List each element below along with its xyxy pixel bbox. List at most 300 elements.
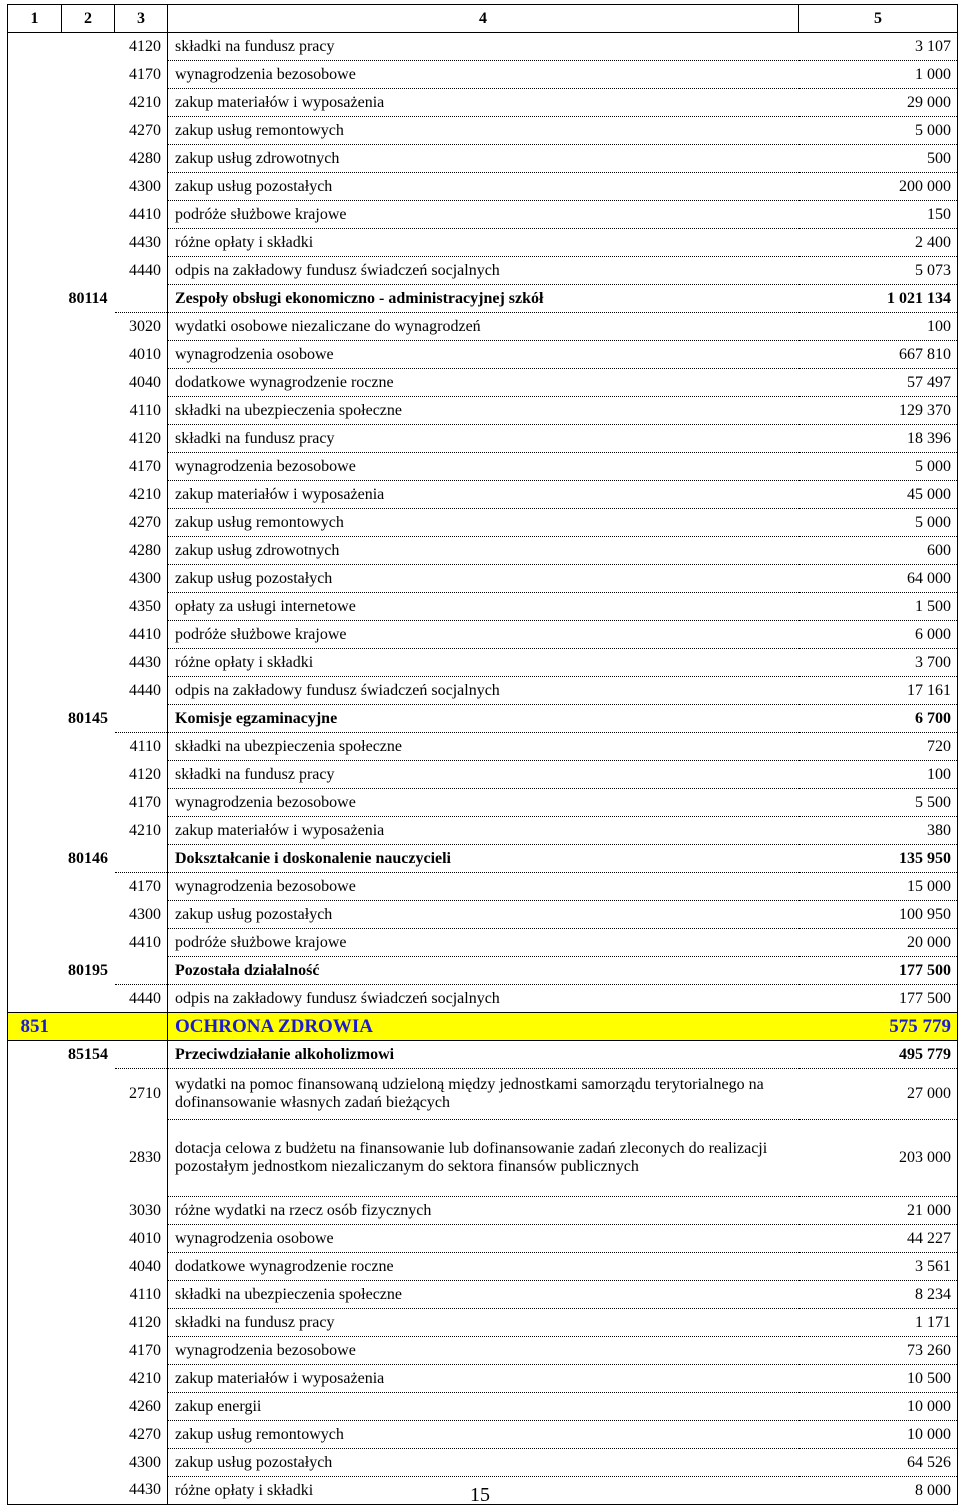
paragraph-cell: 4300 [115, 901, 168, 929]
table-row [8, 789, 958, 817]
amount-cell: 15 000 [799, 873, 958, 901]
paragraph-cell [115, 845, 168, 873]
page-number: 15 [470, 1484, 490, 1506]
description-cell: wynagrodzenia bezosobowe [168, 789, 799, 817]
paragraph-cell: 4170 [115, 61, 168, 89]
section-cell [8, 985, 62, 1013]
amount-cell: 200 000 [799, 173, 958, 201]
table-row [8, 257, 958, 285]
table-header [8, 5, 958, 33]
section-cell [8, 1225, 62, 1253]
paragraph-cell: 4040 [115, 1253, 168, 1281]
paragraph-cell: 4210 [115, 1365, 168, 1393]
budget-table [7, 4, 958, 1505]
amount-cell: 8 000 [799, 1477, 958, 1505]
chapter-cell [62, 901, 115, 929]
section-cell [8, 621, 62, 649]
chapter-cell [62, 1013, 115, 1041]
paragraph-cell: 4280 [115, 145, 168, 173]
description-cell: wydatki na pomoc finansowaną udzieloną między jednostkami samorządu terytorialnego na dofinansowanie własnych zadań bieżących [168, 1069, 799, 1120]
section-cell [8, 117, 62, 145]
chapter-cell [62, 201, 115, 229]
table-row [8, 33, 958, 61]
table-row [8, 1365, 958, 1393]
description-cell: wynagrodzenia bezosobowe [168, 873, 799, 901]
section-cell [8, 33, 62, 61]
amount-cell: 64 000 [799, 565, 958, 593]
paragraph-cell: 4260 [115, 1393, 168, 1421]
paragraph-cell: 4410 [115, 929, 168, 957]
amount-cell: 8 234 [799, 1281, 958, 1309]
description-cell: zakup usług pozostałych [168, 173, 799, 201]
section-cell [8, 1309, 62, 1337]
amount-cell: 150 [799, 201, 958, 229]
amount-cell: 5 000 [799, 117, 958, 145]
description-cell: odpis na zakładowy fundusz świadczeń socjalnych [168, 677, 799, 705]
chapter-row [8, 1041, 958, 1069]
paragraph-cell: 2830 [115, 1120, 168, 1197]
chapter-cell [62, 817, 115, 845]
description-cell: składki na fundusz pracy [168, 33, 799, 61]
chapter-row [8, 705, 958, 733]
table-row [8, 565, 958, 593]
section-cell [8, 1253, 62, 1281]
paragraph-cell: 4270 [115, 117, 168, 145]
description-cell: Przeciwdziałanie alkoholizmowi [168, 1041, 799, 1069]
paragraph-cell: 4280 [115, 537, 168, 565]
section-cell [8, 929, 62, 957]
description-cell: Pozostała działalność [168, 957, 799, 985]
amount-cell: 600 [799, 537, 958, 565]
amount-cell: 1 500 [799, 593, 958, 621]
paragraph-cell: 4120 [115, 761, 168, 789]
chapter-cell [62, 117, 115, 145]
table-row [8, 369, 958, 397]
chapter-cell [62, 733, 115, 761]
section-cell [8, 565, 62, 593]
amount-cell: 10 500 [799, 1365, 958, 1393]
table-row [8, 873, 958, 901]
section-cell [8, 369, 62, 397]
chapter-cell [62, 425, 115, 453]
chapter-cell [62, 481, 115, 509]
chapter-cell [62, 173, 115, 201]
amount-cell: 45 000 [799, 481, 958, 509]
description-cell: różne wydatki na rzecz osób fizycznych [168, 1197, 799, 1225]
section-cell [8, 1421, 62, 1449]
amount-cell: 3 561 [799, 1253, 958, 1281]
table-row [8, 145, 958, 173]
amount-cell: 1 000 [799, 61, 958, 89]
section-cell [8, 733, 62, 761]
header-col-1: 1 [8, 5, 62, 33]
amount-cell: 29 000 [799, 89, 958, 117]
paragraph-cell [115, 1013, 168, 1041]
description-cell: dotacja celowa z budżetu na finansowanie lub dofinansowanie zadań zleconych do realizacji pozostałym jednostkom niezaliczanym do sektora finansów publicznych [168, 1120, 799, 1197]
section-cell [8, 145, 62, 173]
table-row [8, 901, 958, 929]
description-cell: Zespoły obsługi ekonomiczno - administracyjnej szkół [168, 285, 799, 313]
amount-cell: 64 526 [799, 1449, 958, 1477]
paragraph-cell: 4300 [115, 565, 168, 593]
table-row [8, 425, 958, 453]
table-row [8, 61, 958, 89]
table-row [8, 1309, 958, 1337]
paragraph-cell: 4440 [115, 985, 168, 1013]
chapter-cell [62, 1225, 115, 1253]
paragraph-cell: 4270 [115, 1421, 168, 1449]
amount-cell: 495 779 [799, 1041, 958, 1069]
description-cell: składki na ubezpieczenia społeczne [168, 733, 799, 761]
description-cell: zakup materiałów i wyposażenia [168, 1365, 799, 1393]
section-cell [8, 817, 62, 845]
paragraph-cell: 4010 [115, 1225, 168, 1253]
description-cell: odpis na zakładowy fundusz świadczeń socjalnych [168, 257, 799, 285]
table-row [8, 621, 958, 649]
chapter-cell [62, 761, 115, 789]
section-cell [8, 285, 62, 313]
amount-cell: 177 500 [799, 957, 958, 985]
section-cell [8, 537, 62, 565]
section-cell [8, 1449, 62, 1477]
section-cell [8, 61, 62, 89]
chapter-row [8, 957, 958, 985]
paragraph-cell: 4170 [115, 789, 168, 817]
chapter-cell [62, 565, 115, 593]
chapter-cell: 80195 [68, 961, 108, 979]
section-cell [8, 1041, 62, 1069]
paragraph-cell: 4110 [115, 733, 168, 761]
amount-cell: 57 497 [799, 369, 958, 397]
paragraph-cell: 4300 [115, 1449, 168, 1477]
amount-cell: 135 950 [799, 845, 958, 873]
description-cell: różne opłaty i składki [168, 649, 799, 677]
paragraph-cell: 3030 [115, 1197, 168, 1225]
description-cell: podróże służbowe krajowe [168, 201, 799, 229]
chapter-cell: 80146 [68, 849, 108, 867]
chapter-cell [62, 1337, 115, 1365]
table-row [8, 1281, 958, 1309]
chapter-cell [62, 649, 115, 677]
paragraph-cell: 4210 [115, 89, 168, 117]
description-cell: podróże służbowe krajowe [168, 929, 799, 957]
chapter-cell [62, 313, 115, 341]
amount-cell: 100 950 [799, 901, 958, 929]
chapter-cell [62, 929, 115, 957]
description-cell: zakup usług remontowych [168, 117, 799, 145]
amount-cell: 100 [799, 313, 958, 341]
chapter-cell [62, 1253, 115, 1281]
paragraph-cell [115, 705, 168, 733]
description-cell: zakup materiałów i wyposażenia [168, 481, 799, 509]
table-row [8, 313, 958, 341]
amount-cell: 18 396 [799, 425, 958, 453]
paragraph-cell [115, 285, 168, 313]
paragraph-cell: 4040 [115, 369, 168, 397]
description-cell: podróże służbowe krajowe [168, 621, 799, 649]
chapter-cell [62, 61, 115, 89]
table-row [8, 1393, 958, 1421]
description-cell: różne opłaty i składki [168, 229, 799, 257]
table-row [8, 201, 958, 229]
description-cell: składki na fundusz pracy [168, 761, 799, 789]
amount-cell: 5 500 [799, 789, 958, 817]
chapter-cell [62, 33, 115, 61]
description-cell: wynagrodzenia bezosobowe [168, 1337, 799, 1365]
table-row [8, 89, 958, 117]
section-cell [8, 229, 62, 257]
paragraph-cell: 4430 [115, 1477, 168, 1505]
amount-cell: 720 [799, 733, 958, 761]
table-row [8, 397, 958, 425]
chapter-cell [62, 453, 115, 481]
amount-cell: 3 700 [799, 649, 958, 677]
section-cell [8, 873, 62, 901]
amount-cell: 3 107 [799, 33, 958, 61]
section-cell [8, 1393, 62, 1421]
section-cell [8, 705, 62, 733]
paragraph-cell: 4270 [115, 509, 168, 537]
amount-cell: 2 400 [799, 229, 958, 257]
chapter-cell [62, 1449, 115, 1477]
amount-cell: 5 000 [799, 509, 958, 537]
table-row [8, 1253, 958, 1281]
paragraph-cell: 4120 [115, 1309, 168, 1337]
paragraph-cell: 4210 [115, 817, 168, 845]
description-cell: zakup usług pozostałych [168, 1449, 799, 1477]
chapter-cell [62, 1281, 115, 1309]
table-row [8, 1337, 958, 1365]
description-cell: odpis na zakładowy fundusz świadczeń socjalnych [168, 985, 799, 1013]
section-cell [8, 201, 62, 229]
paragraph-cell [115, 957, 168, 985]
chapter-cell [62, 1365, 115, 1393]
description-cell: zakup usług remontowych [168, 509, 799, 537]
paragraph-cell: 4210 [115, 481, 168, 509]
table-row [8, 229, 958, 257]
description-cell: wynagrodzenia osobowe [168, 341, 799, 369]
table-body [8, 33, 958, 1505]
description-cell: zakup materiałów i wyposażenia [168, 89, 799, 117]
paragraph-cell: 2710 [115, 1069, 168, 1120]
chapter-cell [62, 229, 115, 257]
table-row [8, 1225, 958, 1253]
chapter-cell [62, 1393, 115, 1421]
table-row [8, 1449, 958, 1477]
chapter-cell: 80145 [68, 709, 108, 727]
section-cell [8, 173, 62, 201]
amount-cell: 6 000 [799, 621, 958, 649]
section-cell [8, 845, 62, 873]
table-row [8, 677, 958, 705]
amount-cell: 21 000 [799, 1197, 958, 1225]
description-cell: wynagrodzenia bezosobowe [168, 61, 799, 89]
paragraph-cell [115, 1041, 168, 1069]
section-cell [8, 313, 62, 341]
amount-cell: 10 000 [799, 1421, 958, 1449]
header-col-3: 3 [115, 5, 168, 33]
amount-cell: 44 227 [799, 1225, 958, 1253]
amount-cell: 667 810 [799, 341, 958, 369]
section-cell [8, 397, 62, 425]
table-row [8, 1421, 958, 1449]
chapter-cell [62, 789, 115, 817]
section-cell [8, 509, 62, 537]
amount-cell: 575 779 [799, 1013, 958, 1041]
table-row [8, 817, 958, 845]
table-row [8, 341, 958, 369]
table-row [8, 173, 958, 201]
description-cell: dodatkowe wynagrodzenie roczne [168, 369, 799, 397]
section-cell [8, 901, 62, 929]
amount-cell: 17 161 [799, 677, 958, 705]
section-cell [8, 89, 62, 117]
chapter-cell [62, 397, 115, 425]
table-row [8, 733, 958, 761]
table-row [8, 649, 958, 677]
description-cell: zakup usług pozostałych [168, 901, 799, 929]
header-col-4: 4 [168, 5, 799, 33]
chapter-cell: 85154 [68, 1045, 108, 1063]
description-cell: Dokształcanie i doskonalenie nauczycieli [168, 845, 799, 873]
table-row [8, 929, 958, 957]
description-cell: Komisje egzaminacyjne [168, 705, 799, 733]
chapter-cell [62, 509, 115, 537]
description-cell: dodatkowe wynagrodzenie roczne [168, 1253, 799, 1281]
chapter-cell: 80114 [68, 289, 108, 307]
paragraph-cell: 4170 [115, 453, 168, 481]
section-cell [8, 257, 62, 285]
description-cell: różne opłaty i składki [168, 1477, 799, 1505]
paragraph-cell: 4120 [115, 425, 168, 453]
amount-cell: 5 000 [799, 453, 958, 481]
header-col-5: 5 [799, 5, 958, 33]
chapter-cell [62, 145, 115, 173]
section-cell [8, 789, 62, 817]
chapter-cell [62, 985, 115, 1013]
amount-cell: 129 370 [799, 397, 958, 425]
table-row [8, 985, 958, 1013]
description-cell: składki na fundusz pracy [168, 1309, 799, 1337]
amount-cell: 177 500 [799, 985, 958, 1013]
section-cell [8, 1197, 62, 1225]
table-row [8, 1197, 958, 1225]
paragraph-cell: 4410 [115, 201, 168, 229]
paragraph-cell: 4010 [115, 341, 168, 369]
chapter-cell [62, 341, 115, 369]
amount-cell: 100 [799, 761, 958, 789]
section-cell [8, 957, 62, 985]
chapter-cell [62, 1309, 115, 1337]
amount-cell: 380 [799, 817, 958, 845]
amount-cell: 27 000 [799, 1069, 958, 1120]
paragraph-cell: 4440 [115, 257, 168, 285]
description-cell: wynagrodzenia bezosobowe [168, 453, 799, 481]
amount-cell: 5 073 [799, 257, 958, 285]
paragraph-cell: 4440 [115, 677, 168, 705]
description-cell: zakup materiałów i wyposażenia [168, 817, 799, 845]
section-cell [8, 425, 62, 453]
chapter-cell [62, 677, 115, 705]
paragraph-cell: 4170 [115, 873, 168, 901]
amount-cell: 500 [799, 145, 958, 173]
section-cell [8, 649, 62, 677]
chapter-cell [62, 257, 115, 285]
description-cell: zakup usług zdrowotnych [168, 537, 799, 565]
chapter-cell [62, 1120, 115, 1197]
chapter-cell [62, 89, 115, 117]
chapter-row [8, 285, 958, 313]
description-cell: OCHRONA ZDROWIA [168, 1013, 799, 1041]
section-cell [8, 1337, 62, 1365]
description-cell: opłaty za usługi internetowe [168, 593, 799, 621]
section-cell [8, 453, 62, 481]
chapter-cell [62, 593, 115, 621]
description-cell: wydatki osobowe niezaliczane do wynagrodzeń [168, 313, 799, 341]
chapter-cell [62, 1069, 115, 1120]
paragraph-cell: 4110 [115, 1281, 168, 1309]
section-cell [8, 1120, 62, 1197]
table-row [8, 481, 958, 509]
amount-cell: 6 700 [799, 705, 958, 733]
description-cell: zakup usług remontowych [168, 1421, 799, 1449]
section-cell: 851 [8, 1013, 62, 1041]
section-cell [8, 341, 62, 369]
header-col-2: 2 [62, 5, 115, 33]
amount-cell: 1 171 [799, 1309, 958, 1337]
chapter-cell [62, 621, 115, 649]
section-cell [8, 593, 62, 621]
description-cell: wynagrodzenia osobowe [168, 1225, 799, 1253]
description-cell: zakup energii [168, 1393, 799, 1421]
paragraph-cell: 4300 [115, 173, 168, 201]
paragraph-cell: 4430 [115, 649, 168, 677]
chapter-cell [62, 369, 115, 397]
paragraph-cell: 4350 [115, 593, 168, 621]
description-cell: składki na ubezpieczenia społeczne [168, 397, 799, 425]
section-cell [8, 481, 62, 509]
chapter-cell [62, 1421, 115, 1449]
table-row [8, 117, 958, 145]
chapter-row [8, 845, 958, 873]
paragraph-cell: 4410 [115, 621, 168, 649]
table-row [8, 1069, 958, 1120]
chapter-cell [62, 873, 115, 901]
amount-cell: 10 000 [799, 1393, 958, 1421]
section-cell [8, 761, 62, 789]
amount-cell: 20 000 [799, 929, 958, 957]
table-row [8, 453, 958, 481]
table-row [8, 1120, 958, 1197]
section-cell [8, 1365, 62, 1393]
section-cell [8, 1069, 62, 1120]
table-row [8, 761, 958, 789]
description-cell: zakup usług zdrowotnych [168, 145, 799, 173]
paragraph-cell: 3020 [115, 313, 168, 341]
table-row [8, 537, 958, 565]
section-cell [8, 677, 62, 705]
description-cell: składki na fundusz pracy [168, 425, 799, 453]
paragraph-cell: 4110 [115, 397, 168, 425]
section-row [8, 1013, 958, 1041]
paragraph-cell: 4120 [115, 33, 168, 61]
description-cell: zakup usług pozostałych [168, 565, 799, 593]
section-cell [8, 1281, 62, 1309]
amount-cell: 1 021 134 [799, 285, 958, 313]
amount-cell: 73 260 [799, 1337, 958, 1365]
chapter-cell [62, 537, 115, 565]
chapter-cell [62, 1197, 115, 1225]
